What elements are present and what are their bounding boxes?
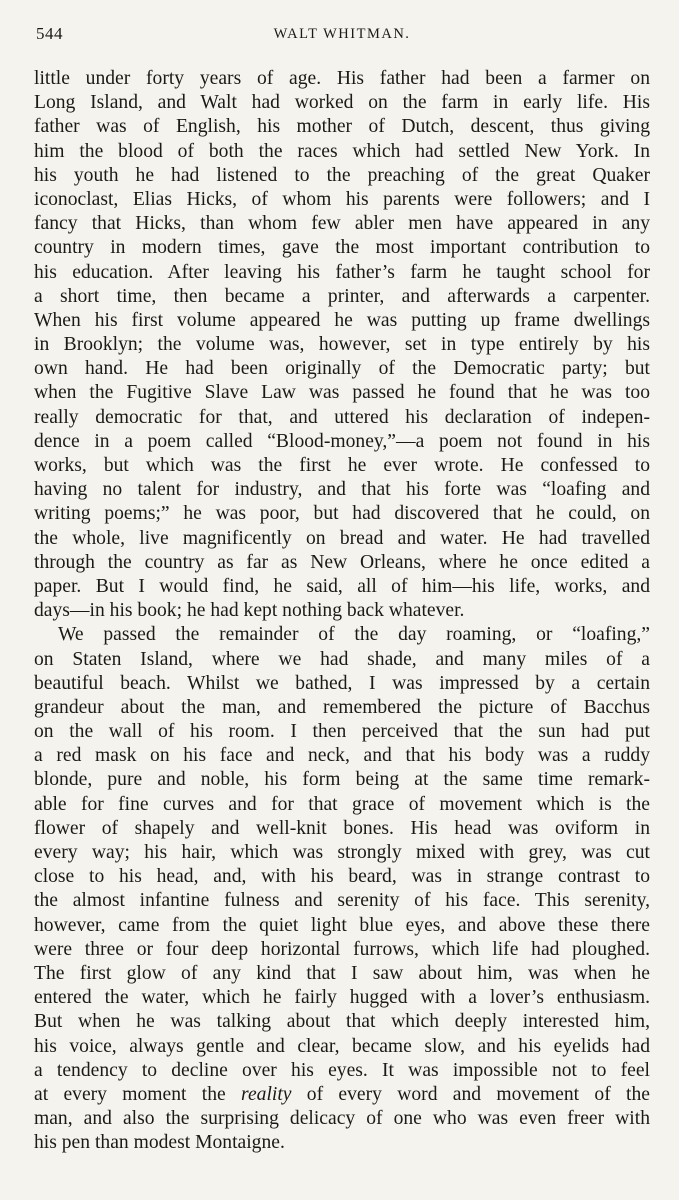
text-line: days—in his book; he had kept nothing back whatever. — [34, 600, 465, 622]
text-line: having no talent for industry, and that his forte was “loafing and — [34, 479, 650, 501]
text-line: able for fine curves and for that grace of movement which is the — [34, 793, 650, 815]
text-line: Long Island, and Walt had worked on the farm in early life. His — [34, 92, 650, 114]
text-line: him the blood of both the races which had settled New York. In — [34, 140, 650, 162]
text-line: on the wall of his room. I then perceived that the sun had put — [34, 721, 650, 743]
text-line: writing poems;” he was poor, but had discovered that he could, on — [34, 503, 650, 525]
text-line: entered the water, which he fairly hugged with a lover’s enthusiasm. — [34, 987, 650, 1009]
text-line: When his first volume appeared he was putting up frame dwellings — [34, 309, 650, 331]
text-line: fancy that Hicks, than whom few abler men have appeared in any — [34, 213, 650, 235]
text-line: the whole, live magnificently on bread and water. He had travelled — [34, 527, 650, 549]
text-line: own hand. He had been originally of the Democratic party; but — [34, 358, 650, 380]
text-line: But when he was talking about that which deeply interested him, — [34, 1011, 650, 1033]
page-number: 544 — [36, 24, 63, 43]
text-line: a short time, then became a printer, and afterwards a carpenter. — [34, 285, 650, 307]
text-line: country in modern times, gave the most important contribution to — [34, 237, 650, 259]
body-text — [34, 67, 650, 1155]
paragraph — [34, 623, 650, 1155]
running-head: WALT WHITMAN. — [273, 26, 411, 42]
text-line: We passed the remainder of the day roaming, or “loafing,” — [58, 624, 650, 646]
text-line: a red mask on his face and neck, and that his body was a ruddy — [34, 745, 650, 767]
text-line: through the country as far as New Orleans, where he once edited a — [34, 551, 650, 573]
text-line: flower of shapely and well-knit bones. His head was oviform in — [34, 817, 650, 839]
text-line: really democratic for that, and uttered his declaration of indepen- — [34, 406, 650, 428]
text-line: works, but which was the first he ever wrote. He confessed to — [34, 455, 650, 476]
text-line: a tendency to decline over his eyes. It was impossible not to feel — [34, 1059, 650, 1081]
text-line: paper. But I would find, he said, all of him—his life, works, and — [34, 575, 650, 597]
text-line: his voice, always gentle and clear, became slow, and his eyelids had — [34, 1035, 650, 1057]
text-line: his pen than modest Montaigne. — [34, 1132, 285, 1154]
paragraph — [34, 67, 650, 623]
text-line: in Brooklyn; the volume was, however, set in type entirely by his — [34, 334, 650, 356]
text-line: his education. After leaving his father’s farm he taught school for — [34, 261, 650, 283]
text-line: when the Fugitive Slave Law was passed he found that he was too — [34, 382, 650, 404]
text-line: on Staten Island, where we had shade, and many miles of a — [34, 648, 650, 670]
text-line: at every moment the reality of every word and movement of the — [34, 1083, 650, 1105]
text-line: every way; his hair, which was strongly mixed with grey, was cut — [34, 842, 650, 863]
text-line: were three or four deep horizontal furrows, which life had ploughed. — [34, 938, 650, 960]
text-line: little under forty years of age. His father had been a farmer on — [34, 68, 650, 89]
text-line: iconoclast, Elias Hicks, of whom his parents were followers; and I — [34, 188, 650, 210]
text-line: father was of English, his mother of Dutch, descent, thus giving — [34, 116, 650, 138]
text-line: however, came from the quiet light blue eyes, and above these there — [34, 914, 650, 936]
text-line: dence in a poem called “Blood-money,”—a poem not found in his — [34, 430, 650, 452]
text-line: blonde, pure and noble, his form being at the same time remark- — [34, 769, 650, 791]
text-line: close to his head, and, with his beard, was in strange contrast to — [34, 866, 650, 888]
text-line: beautiful beach. Whilst we bathed, I was impressed by a certain — [34, 672, 650, 694]
text-line: grandeur about the man, and remembered the picture of Bacchus — [34, 696, 650, 718]
page-header — [36, 20, 648, 46]
text-line: The first glow of any kind that I saw about him, was when he — [34, 962, 650, 984]
text-line: the almost infantine fulness and serenity of his face. This serenity, — [34, 890, 650, 912]
text-line: man, and also the surprising delicacy of one who was even freer with — [34, 1108, 650, 1130]
text-line: his youth he had listened to the preaching of the great Quaker — [34, 164, 650, 186]
